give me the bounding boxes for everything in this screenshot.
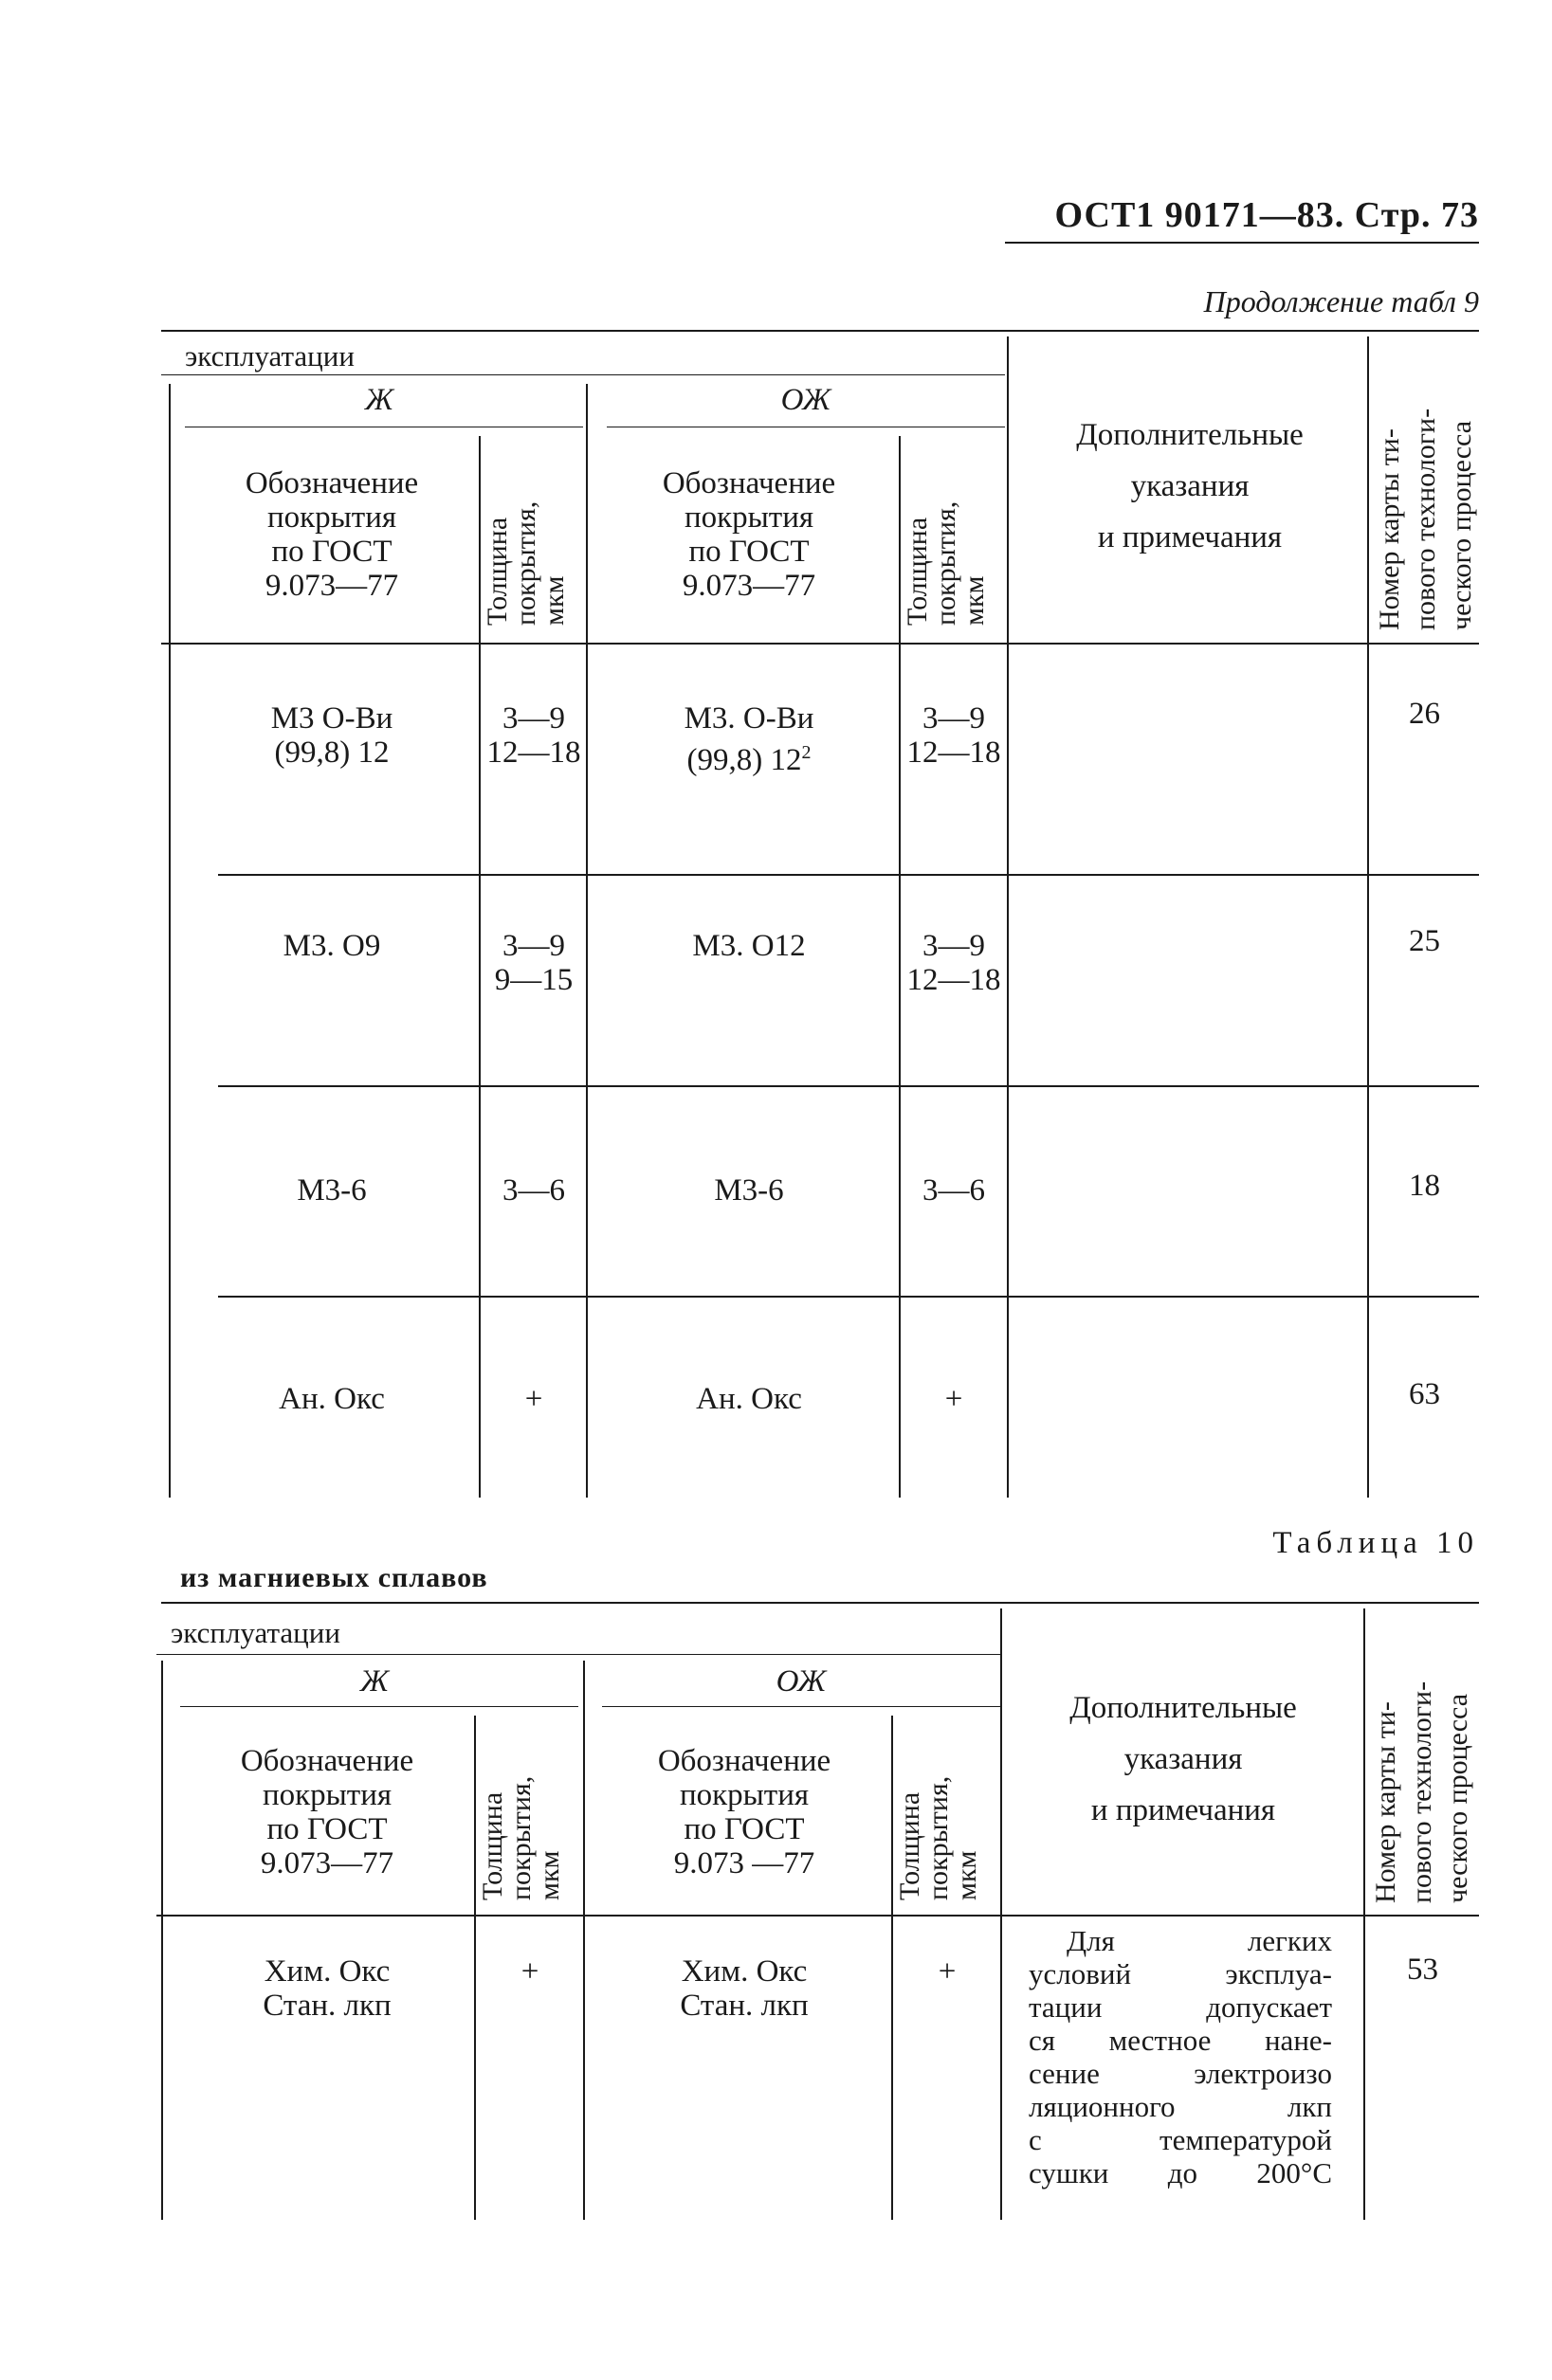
table10-exploitation-rule <box>156 1654 1000 1655</box>
table9-row4-zh-thickness: + <box>524 1382 543 1416</box>
table10-vline-zh-ozh <box>583 1661 585 2220</box>
table10-row1-notes: Для легких условий эксплуа- тации допускает ся местное нане- сение электроизо ляционного лкп с температурой сушки до 200°С <box>1029 1924 1332 2189</box>
table10-left-border <box>161 1661 163 2220</box>
table9-col-notes: Дополнительные указания и примечания <box>1076 418 1304 554</box>
header-underline <box>1005 242 1479 244</box>
table9-col-card: Номер карты ти- пового технологи- ческого процесса <box>1374 408 1477 630</box>
page-header: ОСТ1 90171—83. Стр. 73 <box>1054 195 1479 235</box>
table10-row1-zh-designation: Хим. Окс Стан. лкп <box>263 1954 392 2023</box>
table9-col-thickness-ozh: Толщина покрытия, мкм <box>902 500 990 626</box>
table9-row4-card: 63 <box>1409 1377 1440 1411</box>
table10-row1-ozh-designation: Хим. Окс Стан. лкп <box>680 1954 809 2023</box>
table9-col-designation-zh: Обозначение покрытия по ГОСТ 9.073—77 <box>245 466 419 603</box>
table10-row1-ozh-thickness: + <box>938 1954 957 1989</box>
table10-caption: из магниевых сплавов <box>180 1562 488 1593</box>
table9-vline-notes <box>1007 336 1009 1498</box>
table10-vline-ozh-thickness <box>891 1716 893 2220</box>
table9-vline-zh-thickness <box>479 436 481 1498</box>
table10-col-card: Номер карты ти- пового технологи- ческого процесса <box>1370 1681 1473 1903</box>
table9-row2-ozh-designation: М3. О12 <box>692 929 806 963</box>
table10-group-zh: Ж <box>359 1664 390 1699</box>
table9-col-designation-ozh: Обозначение покрытия по ГОСТ 9.073—77 <box>662 466 836 603</box>
table9-row2-zh-thickness: 3—9 9—15 <box>494 929 574 997</box>
table9-row4-zh-designation: Ан. Окс <box>279 1382 385 1416</box>
table9-left-border <box>169 384 171 1498</box>
table10-col-notes: Дополнительные указания и примечания <box>1069 1691 1297 1827</box>
table9-row3-ozh-designation: М3-6 <box>714 1173 784 1208</box>
table10-exploitation-label: эксплуатации <box>171 1616 340 1649</box>
table10-label: Таблица 10 <box>1272 1526 1479 1560</box>
table10-vline-zh-thickness <box>474 1716 476 2220</box>
table10-vline-card <box>1363 1608 1365 2220</box>
table9-exploitation-rule <box>161 374 1005 375</box>
table10-header-rule <box>156 1915 1479 1917</box>
table10-ozh-rule <box>602 1706 1000 1707</box>
table9-top-rule <box>161 330 1479 332</box>
table9-exploitation-label: эксплуатации <box>185 339 355 372</box>
table10-vline-notes <box>1000 1608 1002 2220</box>
table9-row-rule-1 <box>218 874 1479 876</box>
table9-group-zh: Ж <box>364 383 394 417</box>
table10-col-designation-ozh: Обозначение покрытия по ГОСТ 9.073 —77 <box>657 1744 831 1880</box>
table9-group-ozh: ОЖ <box>780 383 831 417</box>
table9-row1-card: 26 <box>1409 697 1440 731</box>
table9-vline-ozh-thickness <box>899 436 901 1498</box>
table9-row3-ozh-thickness: 3—6 <box>922 1173 985 1208</box>
table9-vline-zh-ozh <box>586 384 588 1498</box>
table10-col-thickness-zh: Толщина покрытия, мкм <box>477 1775 565 1900</box>
table9-row3-zh-designation: М3-6 <box>297 1173 367 1208</box>
table9-row1-ozh-designation: М3. О-Ви (99,8) $12^2$ <box>684 701 814 777</box>
table10-zh-rule <box>180 1706 578 1707</box>
table9-row2-ozh-thickness: 3—9 12—18 <box>906 929 1001 997</box>
table9-row2-zh-designation: М3. О9 <box>283 929 381 963</box>
table10-col-designation-zh: Обозначение покрытия по ГОСТ 9.073—77 <box>240 1744 414 1880</box>
table9-row3-zh-thickness: 3—6 <box>502 1173 565 1208</box>
table9-row1-zh-thickness: 3—9 12—18 <box>486 701 581 770</box>
table9-row4-ozh-designation: Ан. Окс <box>696 1382 802 1416</box>
table9-row-rule-2 <box>218 1085 1479 1087</box>
table10-row1-zh-thickness: + <box>520 1954 539 1989</box>
table10-top-rule <box>161 1602 1479 1604</box>
table9-vline-card <box>1367 336 1369 1498</box>
table10-row1-card: 53 <box>1407 1953 1438 1987</box>
table9-row2-card: 25 <box>1409 924 1440 958</box>
table9-header-rule <box>161 643 1479 645</box>
table9-row-rule-3 <box>218 1296 1479 1298</box>
table9-row1-ozh-thickness: 3—9 12—18 <box>906 701 1001 770</box>
table9-row3-card: 18 <box>1409 1169 1440 1203</box>
table9-row4-ozh-thickness: + <box>944 1382 963 1416</box>
table9-row1-zh-designation: М3 О-Ви (99,8) 12 <box>270 701 393 770</box>
table-continuation-label: Продолжение табл 9 <box>1203 284 1479 318</box>
table10-group-ozh: ОЖ <box>776 1664 827 1699</box>
table10-col-thickness-ozh: Толщина покрытия, мкм <box>894 1775 982 1900</box>
table9-col-thickness-zh: Толщина покрытия, мкм <box>482 500 570 626</box>
